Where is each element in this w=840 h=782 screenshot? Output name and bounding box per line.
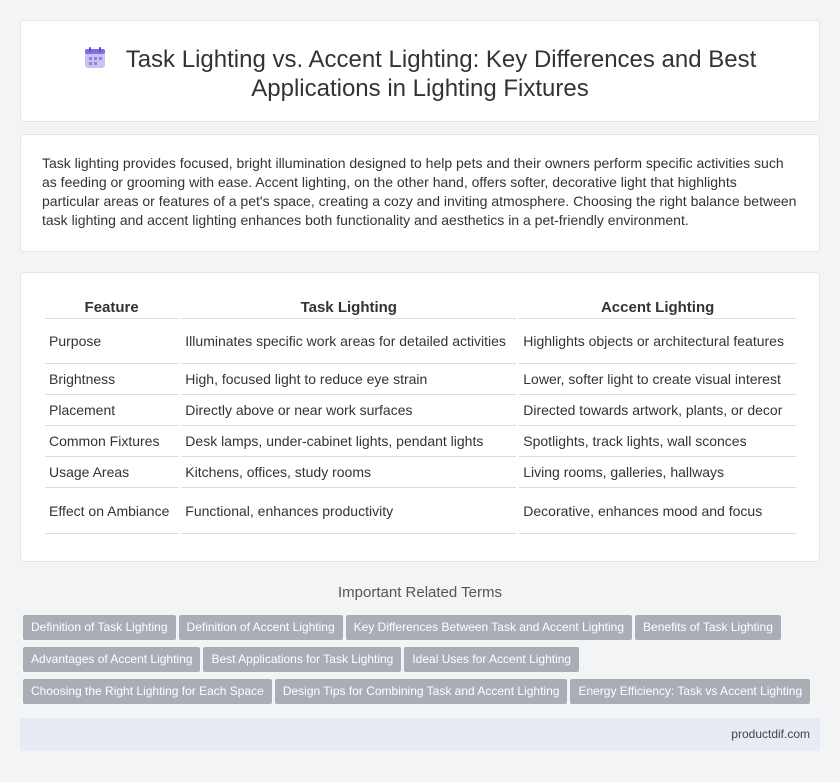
table-row: [45, 426, 796, 457]
table-cell: Highlights objects or architectural features: [519, 319, 796, 364]
tag-row: [23, 679, 823, 711]
related-term-tag[interactable]: Ideal Uses for Accent Lighting: [404, 647, 579, 672]
related-term-tag[interactable]: Best Applications for Task Lighting: [203, 647, 401, 672]
related-term-tag[interactable]: Choosing the Right Lighting for Each Space: [23, 679, 272, 704]
table-cell: Lower, softer light to create visual interest: [519, 364, 796, 395]
table-cell: Effect on Ambiance: [45, 488, 178, 534]
table-row: [45, 488, 796, 534]
table-cell: Directed towards artwork, plants, or decor: [519, 395, 796, 426]
table-cell: High, focused light to reduce eye strain: [181, 364, 516, 395]
related-terms-heading: Important Related Terms: [338, 584, 502, 601]
table-cell: Decorative, enhances mood and focus: [519, 488, 796, 534]
table-cell: Desk lamps, under-cabinet lights, pendant lights: [181, 426, 516, 457]
table-row: [45, 364, 796, 395]
column-header: Task Lighting: [181, 295, 516, 319]
table-cell: Brightness: [45, 364, 178, 395]
footer-site-link[interactable]: productdif.com: [731, 727, 810, 741]
table-cell: Usage Areas: [45, 457, 178, 488]
tag-row: [23, 615, 823, 647]
related-terms-list: [23, 615, 823, 711]
page-title: [61, 45, 779, 103]
table-row: [45, 457, 796, 488]
calendar-icon: [84, 47, 106, 69]
comparison-card: [20, 272, 820, 562]
related-term-tag[interactable]: Design Tips for Combining Task and Accent Lighting: [275, 679, 568, 704]
table-cell: Common Fixtures: [45, 426, 178, 457]
page-title-text: Task Lighting vs. Accent Lighting: Key Differences and Best Applications in Lighting Fixtures: [125, 46, 757, 102]
table-row: [45, 319, 796, 364]
title-card: [20, 20, 820, 122]
table-cell: Kitchens, offices, study rooms: [181, 457, 516, 488]
related-term-tag[interactable]: Energy Efficiency: Task vs Accent Lighting: [570, 679, 810, 704]
table-cell: Directly above or near work surfaces: [181, 395, 516, 426]
tag-row: [23, 647, 823, 679]
footer: [20, 718, 820, 751]
table-header-row: [45, 295, 796, 319]
table-cell: Living rooms, galleries, hallways: [519, 457, 796, 488]
related-term-tag[interactable]: Key Differences Between Task and Accent Lighting: [346, 615, 632, 640]
intro-card: [20, 134, 820, 252]
related-term-tag[interactable]: Benefits of Task Lighting: [635, 615, 781, 640]
intro-paragraph: Task lighting provides focused, bright illumination designed to help pets and their owners perform specific activities such as feeding or grooming with ease. Accent lighting, on the other hand, offers softer, decorative light that highlights particular areas or features of a pet's space, creating a cozy and inviting atmosphere. Choosing the right balance between task lighting and accent lighting enhances both functionality and aesthetics in a pet-friendly environment.: [42, 155, 797, 228]
column-header: Feature: [45, 295, 178, 319]
table-row: [45, 395, 796, 426]
table-cell: Functional, enhances productivity: [181, 488, 516, 534]
related-term-tag[interactable]: Definition of Task Lighting: [23, 615, 176, 640]
column-header: Accent Lighting: [519, 295, 796, 319]
related-term-tag[interactable]: Definition of Accent Lighting: [179, 615, 343, 640]
table-cell: Illuminates specific work areas for detailed activities: [181, 319, 516, 364]
table-cell: Spotlights, track lights, wall sconces: [519, 426, 796, 457]
table-cell: Purpose: [45, 319, 178, 364]
table-cell: Placement: [45, 395, 178, 426]
related-term-tag[interactable]: Advantages of Accent Lighting: [23, 647, 200, 672]
comparison-table: [42, 295, 799, 534]
